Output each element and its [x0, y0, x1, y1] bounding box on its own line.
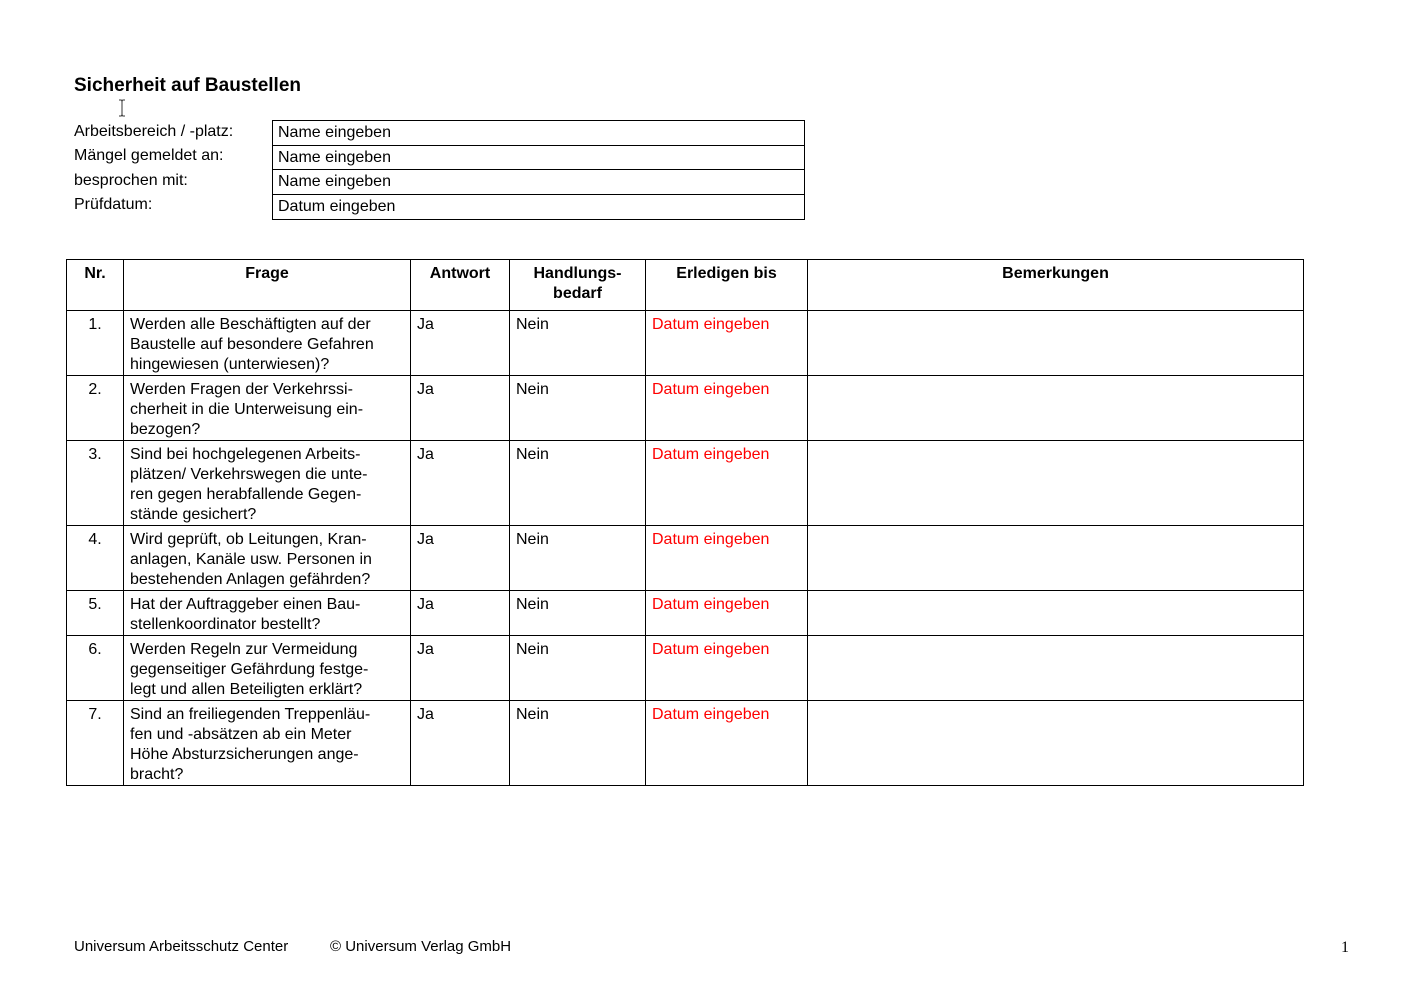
table-row: [67, 526, 1304, 591]
remarks-cell[interactable]: [808, 376, 1304, 441]
handlungsbedarf-nein[interactable]: Nein: [510, 376, 646, 441]
answer-ja[interactable]: Ja: [411, 591, 510, 636]
page-title: Sicherheit auf Baustellen: [74, 75, 302, 96]
footer-publisher: Universum Arbeitsschutz Center: [74, 938, 289, 955]
header-antwort: Antwort: [411, 260, 510, 311]
meta-fields: [272, 120, 805, 220]
row-number: 5.: [67, 591, 124, 636]
pruefdatum-field[interactable]: Datum eingeben: [278, 197, 396, 215]
table-row: [67, 376, 1304, 441]
date-field[interactable]: Datum eingeben: [646, 701, 808, 786]
question-cell: [124, 701, 411, 786]
page-number: 1: [1341, 939, 1349, 956]
date-field[interactable]: Datum eingeben: [646, 591, 808, 636]
checklist-table: [66, 259, 1304, 786]
remarks-cell[interactable]: [808, 311, 1304, 376]
question-cell: [124, 441, 411, 526]
row-number: 3.: [67, 441, 124, 526]
question-line: hingewiesen (unterwiesen)?: [130, 356, 330, 373]
question-line: anlagen, Kanäle usw. Personen in: [130, 551, 372, 568]
question-line: ren gegen herabfallende Gegen-: [130, 486, 362, 503]
meta-label-pruefdatum: Prüfdatum:: [74, 196, 153, 213]
handlungsbedarf-nein[interactable]: Nein: [510, 636, 646, 701]
question-cell: [124, 376, 411, 441]
header-nr: Nr.: [67, 260, 124, 311]
remarks-cell[interactable]: [808, 701, 1304, 786]
table-row: [67, 591, 1304, 636]
question-line: gegenseitiger Gefährdung festge-: [130, 661, 369, 678]
table-row: [67, 311, 1304, 376]
question-line: bracht?: [130, 766, 184, 783]
row-number: 1.: [67, 311, 124, 376]
date-field[interactable]: Datum eingeben: [646, 636, 808, 701]
answer-ja[interactable]: Ja: [411, 376, 510, 441]
question-line: bestehenden Anlagen gefährden?: [130, 571, 371, 588]
question-line: Wird geprüft, ob Leitungen, Kran-: [130, 531, 367, 548]
footer-copyright: © Universum Verlag GmbH: [330, 938, 512, 955]
answer-ja[interactable]: Ja: [411, 311, 510, 376]
date-field[interactable]: Datum eingeben: [646, 441, 808, 526]
handlungsbedarf-nein[interactable]: Nein: [510, 526, 646, 591]
question-line: bezogen?: [130, 421, 201, 438]
remarks-cell[interactable]: [808, 591, 1304, 636]
header-frage: Frage: [124, 260, 411, 311]
meta-label-arbeitsbereich: Arbeitsbereich / -platz:: [74, 123, 234, 140]
besprochen-mit-field[interactable]: Name eingeben: [273, 170, 804, 195]
question-line: stellenkoordinator bestellt?: [130, 616, 321, 633]
question-line: Werden Regeln zur Vermeidung: [130, 641, 358, 658]
meta-label-besprochen: besprochen mit:: [74, 172, 188, 189]
maengel-gemeldet-field[interactable]: Name eingeben: [273, 146, 804, 171]
question-line: Sind bei hochgelegenen Arbeits-: [130, 446, 361, 463]
handlungsbedarf-nein[interactable]: Nein: [510, 441, 646, 526]
arbeitsbereich-field[interactable]: Name eingeben: [273, 121, 804, 146]
meta-label-maengel: Mängel gemeldet an:: [74, 147, 224, 164]
text-cursor-icon: [117, 99, 127, 117]
answer-ja[interactable]: Ja: [411, 701, 510, 786]
question-cell: [124, 526, 411, 591]
handlungsbedarf-nein[interactable]: Nein: [510, 701, 646, 786]
remarks-cell[interactable]: [808, 526, 1304, 591]
row-number: 6.: [67, 636, 124, 701]
date-field[interactable]: Datum eingeben: [646, 526, 808, 591]
question-cell: [124, 591, 411, 636]
table-row: [67, 636, 1304, 701]
date-field[interactable]: Datum eingeben: [646, 311, 808, 376]
question-line: Sind an freiliegenden Treppenläu-: [130, 706, 371, 723]
question-line: plätzen/ Verkehrswegen die unte-: [130, 466, 368, 483]
question-line: Hat der Auftraggeber einen Bau-: [130, 596, 361, 613]
answer-ja[interactable]: Ja: [411, 526, 510, 591]
date-field[interactable]: Datum eingeben: [646, 376, 808, 441]
table-header-row: [67, 260, 1304, 311]
question-line: Werden Fragen der Verkehrssi-: [130, 381, 353, 398]
question-line: legt und allen Beteiligten erklärt?: [130, 681, 363, 698]
handlungsbedarf-nein[interactable]: Nein: [510, 311, 646, 376]
header-bemerkungen: Bemerkungen: [808, 260, 1304, 311]
remarks-cell[interactable]: [808, 636, 1304, 701]
question-cell: [124, 311, 411, 376]
header-handlungsbedarf-line1: Handlungs-: [533, 265, 622, 282]
row-number: 2.: [67, 376, 124, 441]
question-line: Höhe Absturzsicherungen ange-: [130, 746, 359, 763]
question-line: Werden alle Beschäftigten auf der: [130, 316, 371, 333]
question-line: fen und -absätzen ab ein Meter: [130, 726, 352, 743]
question-line: stände gesichert?: [130, 506, 257, 523]
handlungsbedarf-nein[interactable]: Nein: [510, 591, 646, 636]
row-number: 4.: [67, 526, 124, 591]
row-number: 7.: [67, 701, 124, 786]
table-row: [67, 441, 1304, 526]
table-row: [67, 701, 1304, 786]
answer-ja[interactable]: Ja: [411, 636, 510, 701]
header-handlungsbedarf-line2: bedarf: [553, 285, 602, 302]
question-line: cherheit in die Unterweisung ein-: [130, 401, 364, 418]
header-handlungsbedarf: [510, 260, 646, 311]
header-erledigen-bis: Erledigen bis: [646, 260, 808, 311]
answer-ja[interactable]: Ja: [411, 441, 510, 526]
remarks-cell[interactable]: [808, 441, 1304, 526]
question-cell: [124, 636, 411, 701]
question-line: Baustelle auf besondere Gefahren: [130, 336, 374, 353]
